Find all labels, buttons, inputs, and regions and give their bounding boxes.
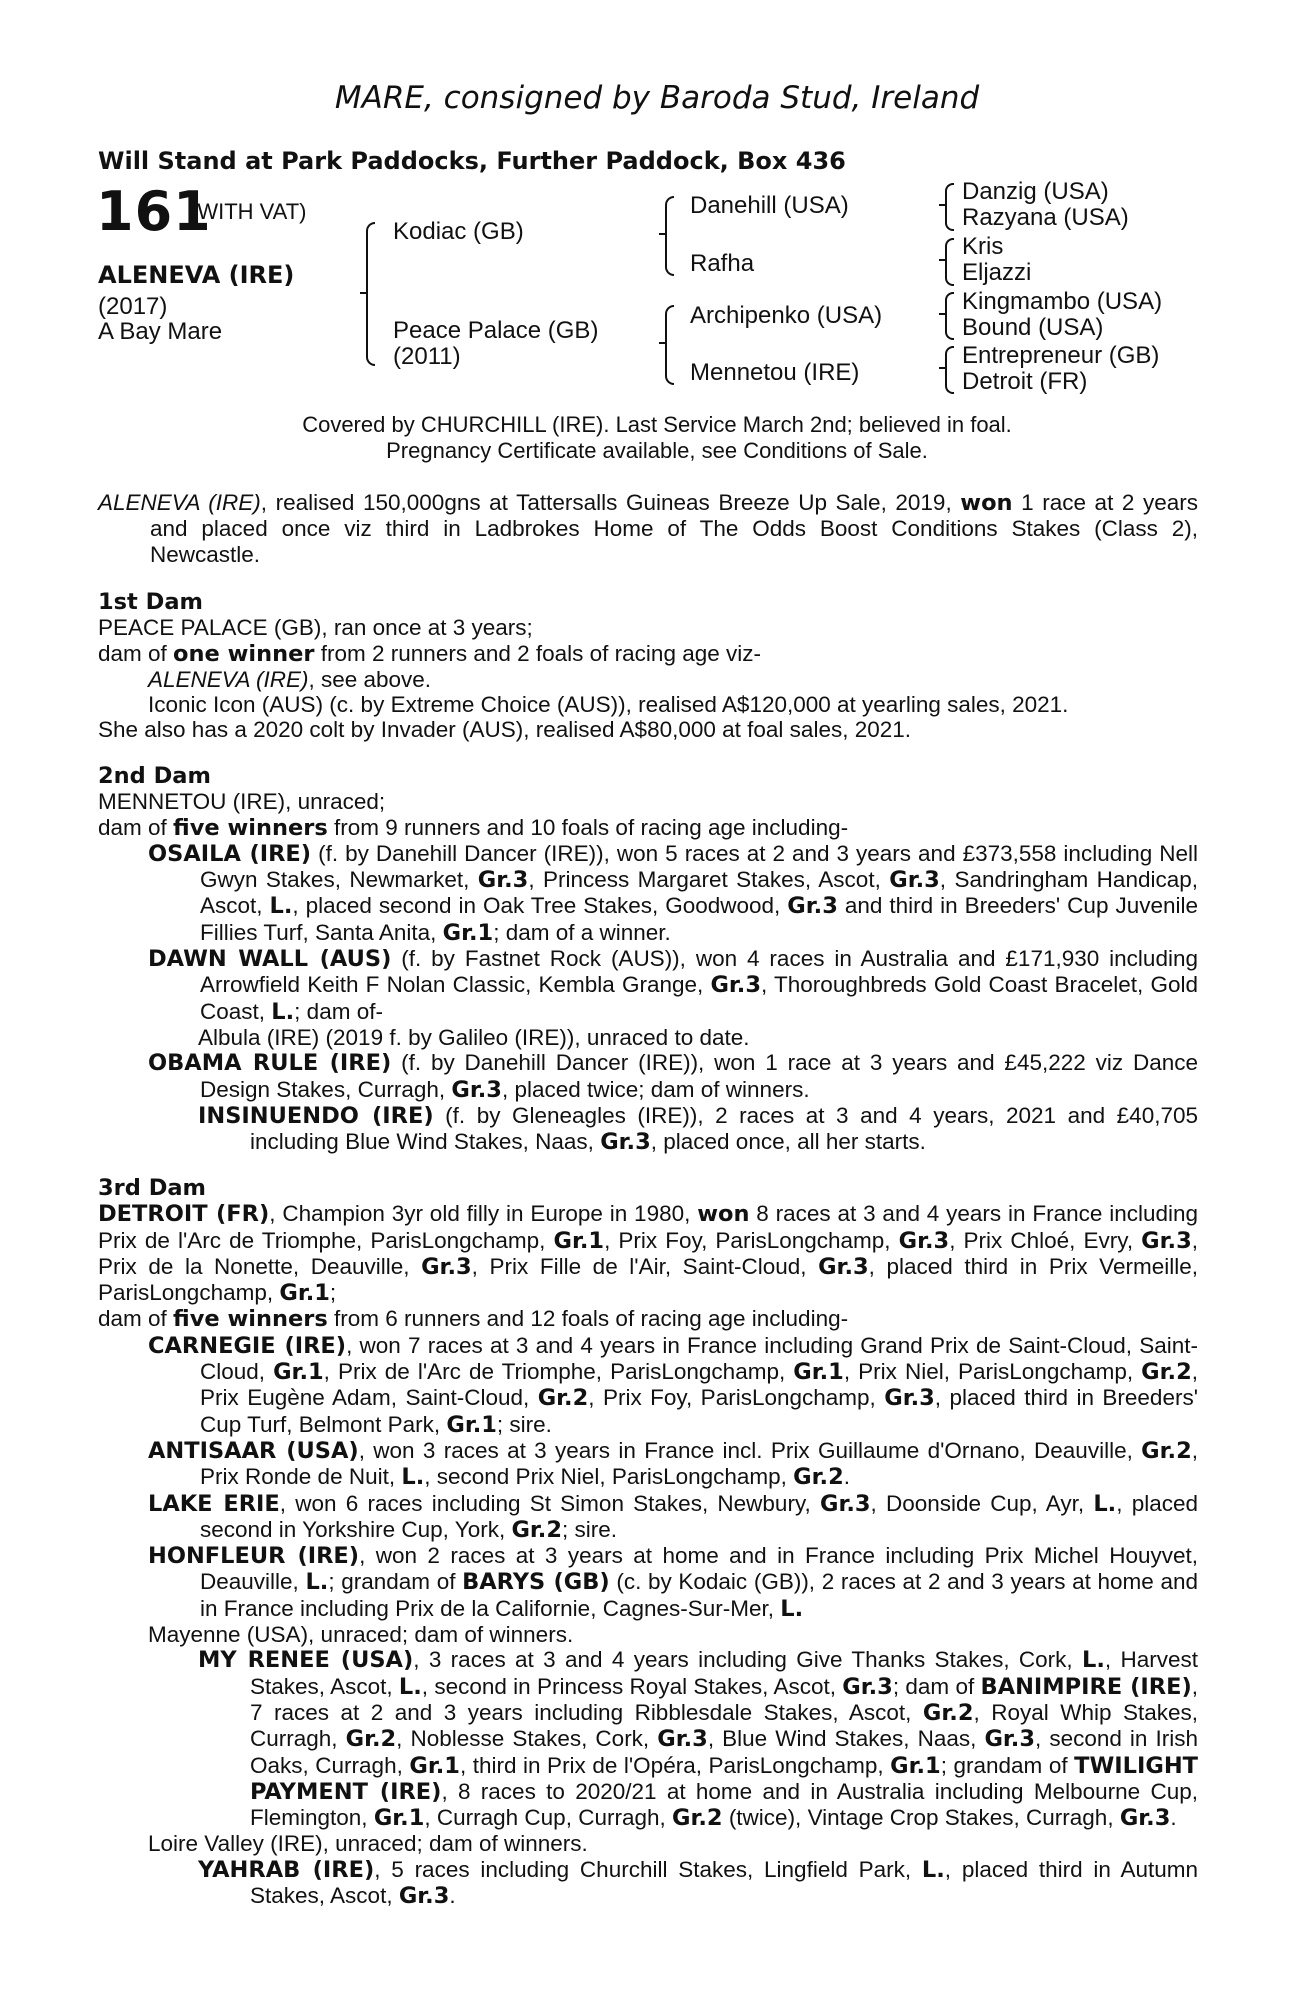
pedigree-brace-tip <box>659 342 667 344</box>
third-dam-foal-antisaar: ANTISAAR (USA), won 3 races at 3 years in France incl. Prix Guillaume d'Ornano, Deauville, Gr.2, Prix Ronde de Nuit, L., second Prix Niel, ParisLongchamp, Gr.2. <box>148 1437 1198 1491</box>
pedigree-brace <box>366 222 375 366</box>
pedigree-dam-dam: Mennetou (IRE) <box>690 359 860 386</box>
pedigree-brace <box>945 238 954 286</box>
pedigree-sire-sire: Danehill (USA) <box>690 192 849 219</box>
second-dam-line: MENNETOU (IRE), unraced; <box>98 789 386 815</box>
pedigree-sire-dam: Rafha <box>690 250 755 277</box>
first-dam-colt: She also has a 2020 colt by Invader (AUS), realised A$80,000 at foal sales, 2021. <box>98 717 912 743</box>
pedigree-brace-tip <box>939 313 947 315</box>
pedigree-dam-sire: Archipenko (USA) <box>690 302 883 329</box>
second-dam-foal-obama: OBAMA RULE (IRE) (f. by Danehill Dancer (IRE)), won 1 race at 3 years and £45,222 viz Dance Design Stakes, Curragh, Gr.3, placed twice; dam of winners. <box>148 1050 1198 1103</box>
second-dam-heading: 2nd Dam <box>98 763 211 789</box>
first-dam-heading: 1st Dam <box>98 589 203 615</box>
horse-name: ALENEVA (IRE) <box>98 261 295 289</box>
intro-section <box>98 490 1198 567</box>
pedigree-dam: Peace Palace (GB) <box>393 317 599 344</box>
first-dam-foal-aleneva: ALENEVA (IRE), see above. <box>148 666 432 692</box>
first-dam-produce: dam of one winner from 2 runners and 2 foals of racing age viz- <box>98 640 761 667</box>
pedigree-g3-2: Razyana (USA) <box>962 204 1129 231</box>
second-dam-produce: dam of five winners from 9 runners and 10 foals of racing age including- <box>98 814 849 841</box>
pedigree-brace <box>665 196 674 276</box>
intro-paragraph: ALENEVA (IRE), realised 150,000gns at Tattersalls Guineas Breeze Up Sale, 2019, won 1 race at 2 years and placed once viz third in Ladbrokes Home of The Odds Boost Conditions Stakes (Class 2), Newcastle. <box>98 490 1198 567</box>
pedigree-brace-tip <box>939 259 947 261</box>
pedigree-g3-7: Entrepreneur (GB) <box>962 342 1160 369</box>
pedigree-brace <box>945 346 954 394</box>
pedigree-g3-3: Kris <box>962 233 1004 260</box>
page-header: MARE, consigned by Baroda Stud, Ireland <box>334 80 980 116</box>
third-dam-heading: 3rd Dam <box>98 1175 206 1201</box>
second-dam-foal-insinuendo: INSINUENDO (IRE) (f. by Gleneagles (IRE)), 2 races at 3 and 4 years, 2021 and £40,705 including Blue Wind Stakes, Naas, Gr.3, placed once, all her starts. <box>198 1102 1198 1156</box>
first-dam-line: PEACE PALACE (GB), ran once at 3 years; <box>98 615 533 641</box>
vat-label: (WITH VAT) <box>190 199 307 224</box>
horse-description: A Bay Mare <box>98 318 223 345</box>
pedigree-brace <box>665 305 674 385</box>
location-line: Will Stand at Park Paddocks, Further Paddock, Box 436 <box>98 147 846 175</box>
third-dam-grandfoal-yahrab: YAHRAB (IRE), 5 races including Churchill Stakes, Lingfield Park, L., placed third in Autumn Stakes, Ascot, Gr.3. <box>198 1856 1198 1910</box>
pedigree-brace-tip <box>659 233 667 235</box>
second-dam-foal-osaila: OSAILA (IRE) (f. by Danehill Dancer (IRE)), won 5 races at 2 and 3 years and £373,558 including Nell Gwyn Stakes, Newmarket, Gr.3, Princess Margaret Stakes, Ascot, Gr.3, Sandringham Handicap, Ascot, L., placed second in Oak Tree Stakes, Goodwood, Gr.3 and third in Breeders' Cup Juvenile Fillies Turf, Santa Anita, Gr.1; dam of a winner. <box>148 840 1198 946</box>
third-dam-foal-lake-erie: LAKE ERIE, won 6 races including St Simon Stakes, Newbury, Gr.3, Doonside Cup, Ayr, L., placed second in Yorkshire Cup, York, Gr.2; sire. <box>148 1490 1198 1543</box>
third-dam-foal-loire-valley: Loire Valley (IRE), unraced; dam of winners. <box>148 1831 588 1857</box>
pedigree-brace-tip <box>360 292 368 294</box>
first-dam-foal-iconic: Iconic Icon (AUS) (c. by Extreme Choice (AUS)), realised A$120,000 at yearling sales, 2021. <box>148 692 1069 718</box>
pedigree-brace-tip <box>939 204 947 206</box>
pedigree-brace-tip <box>939 367 947 369</box>
pedigree-g3-8: Detroit (FR) <box>962 368 1088 395</box>
third-dam-foal-mayenne: Mayenne (USA), unraced; dam of winners. <box>148 1622 574 1648</box>
covered-line-2: Pregnancy Certificate available, see Conditions of Sale. <box>386 438 928 463</box>
first-dam-section <box>98 590 1198 743</box>
second-dam-section <box>98 764 1198 1155</box>
third-dam-produce: dam of five winners from 6 runners and 12 foals of racing age including- <box>98 1306 849 1333</box>
pedigree-g3-5: Kingmambo (USA) <box>962 288 1163 315</box>
third-dam-detroit: DETROIT (FR), Champion 3yr old filly in Europe in 1980, won 8 races at 3 and 4 years in France including Prix de l'Arc de Triomphe, ParisLongchamp, Gr.1, Prix Foy, ParisLongchamp, Gr.3, Prix Chloé, Evry, Gr.3, Prix de la Nonette, Deauville, Gr.3, Prix Fille de l'Air, Saint-Cloud, Gr.3, placed third in Prix Vermeille, ParisLongchamp, Gr.1; <box>98 1201 1199 1307</box>
third-dam-grandfoal-my-renee: MY RENEE (USA), 3 races at 3 and 4 years including Give Thanks Stakes, Cork, L., Harvest Stakes, Ascot, L., second in Princess Royal Stakes, Ascot, Gr.3; dam of BANIMPIRE (IRE), 7 races at 2 and 3 years including Ribblesdale Stakes, Ascot, Gr.2, Royal Whip Stakes, Curragh, Gr.2, Noblesse Stakes, Cork, Gr.3, Blue Wind Stakes, Naas, Gr.3, second in Irish Oaks, Curragh, Gr.1, third in Prix de l'Opéra, ParisLongchamp, Gr.1; grandam of TWILIGHT PAYMENT (IRE), 8 races to 2020/21 at home and in Australia including Melbourne Cup, Flemington, Gr.1, Curragh Cup, Curragh, Gr.2 (twice), Vintage Crop Stakes, Curragh, Gr.3. <box>198 1647 1199 1832</box>
pedigree-brace <box>945 292 954 340</box>
pedigree-brace <box>945 183 954 231</box>
third-dam-section <box>98 1176 1198 1909</box>
pedigree-g3-4: Eljazzi <box>962 259 1032 286</box>
pedigree-g3-6: Bound (USA) <box>962 314 1104 341</box>
horse-year: (2017) <box>98 293 168 320</box>
third-dam-foal-carnegie: CARNEGIE (IRE), won 7 races at 3 and 4 years in France including Grand Prix de Saint-Cloud, Saint-Cloud, Gr.1, Prix de l'Arc de Triomphe, ParisLongchamp, Gr.1, Prix Niel, ParisLongchamp, Gr.2, Prix Eugène Adam, Saint-Cloud, Gr.2, Prix Foy, ParisLongchamp, Gr.3, placed third in Breeders' Cup Turf, Belmont Park, Gr.1; sire. <box>148 1332 1199 1438</box>
covered-line-1: Covered by CHURCHILL (IRE). Last Service March 2nd; believed in foal. <box>302 412 1012 437</box>
horse-name-ref: ALENEVA (IRE) <box>98 490 261 515</box>
pedigree-dam-year: (2011) <box>393 343 461 370</box>
pedigree-sire: Kodiac (GB) <box>393 218 524 245</box>
lot-number: 161 <box>96 180 212 243</box>
second-dam-foal-dawn-wall: DAWN WALL (AUS) (f. by Fastnet Rock (AUS)), won 4 races in Australia and £171,930 including Arrowfield Keith F Nolan Classic, Kembla Grange, Gr.3, Thoroughbreds Gold Coast Bracelet, Gold Coast, L.; dam of- <box>148 946 1198 1025</box>
pedigree-g3-1: Danzig (USA) <box>962 178 1109 205</box>
second-dam-albula: Albula (IRE) (2019 f. by Galileo (IRE)), unraced to date. <box>198 1024 750 1050</box>
third-dam-foal-honfleur: HONFLEUR (IRE), won 2 races at 3 years at home and in France including Prix Michel Houyvet, Deauville, L.; grandam of BARYS (GB) (c. by Kodaic (GB)), 2 races at 2 and 3 years at home and in France including Prix de la Californie, Cagnes-Sur-Mer, L. <box>148 1543 1199 1622</box>
